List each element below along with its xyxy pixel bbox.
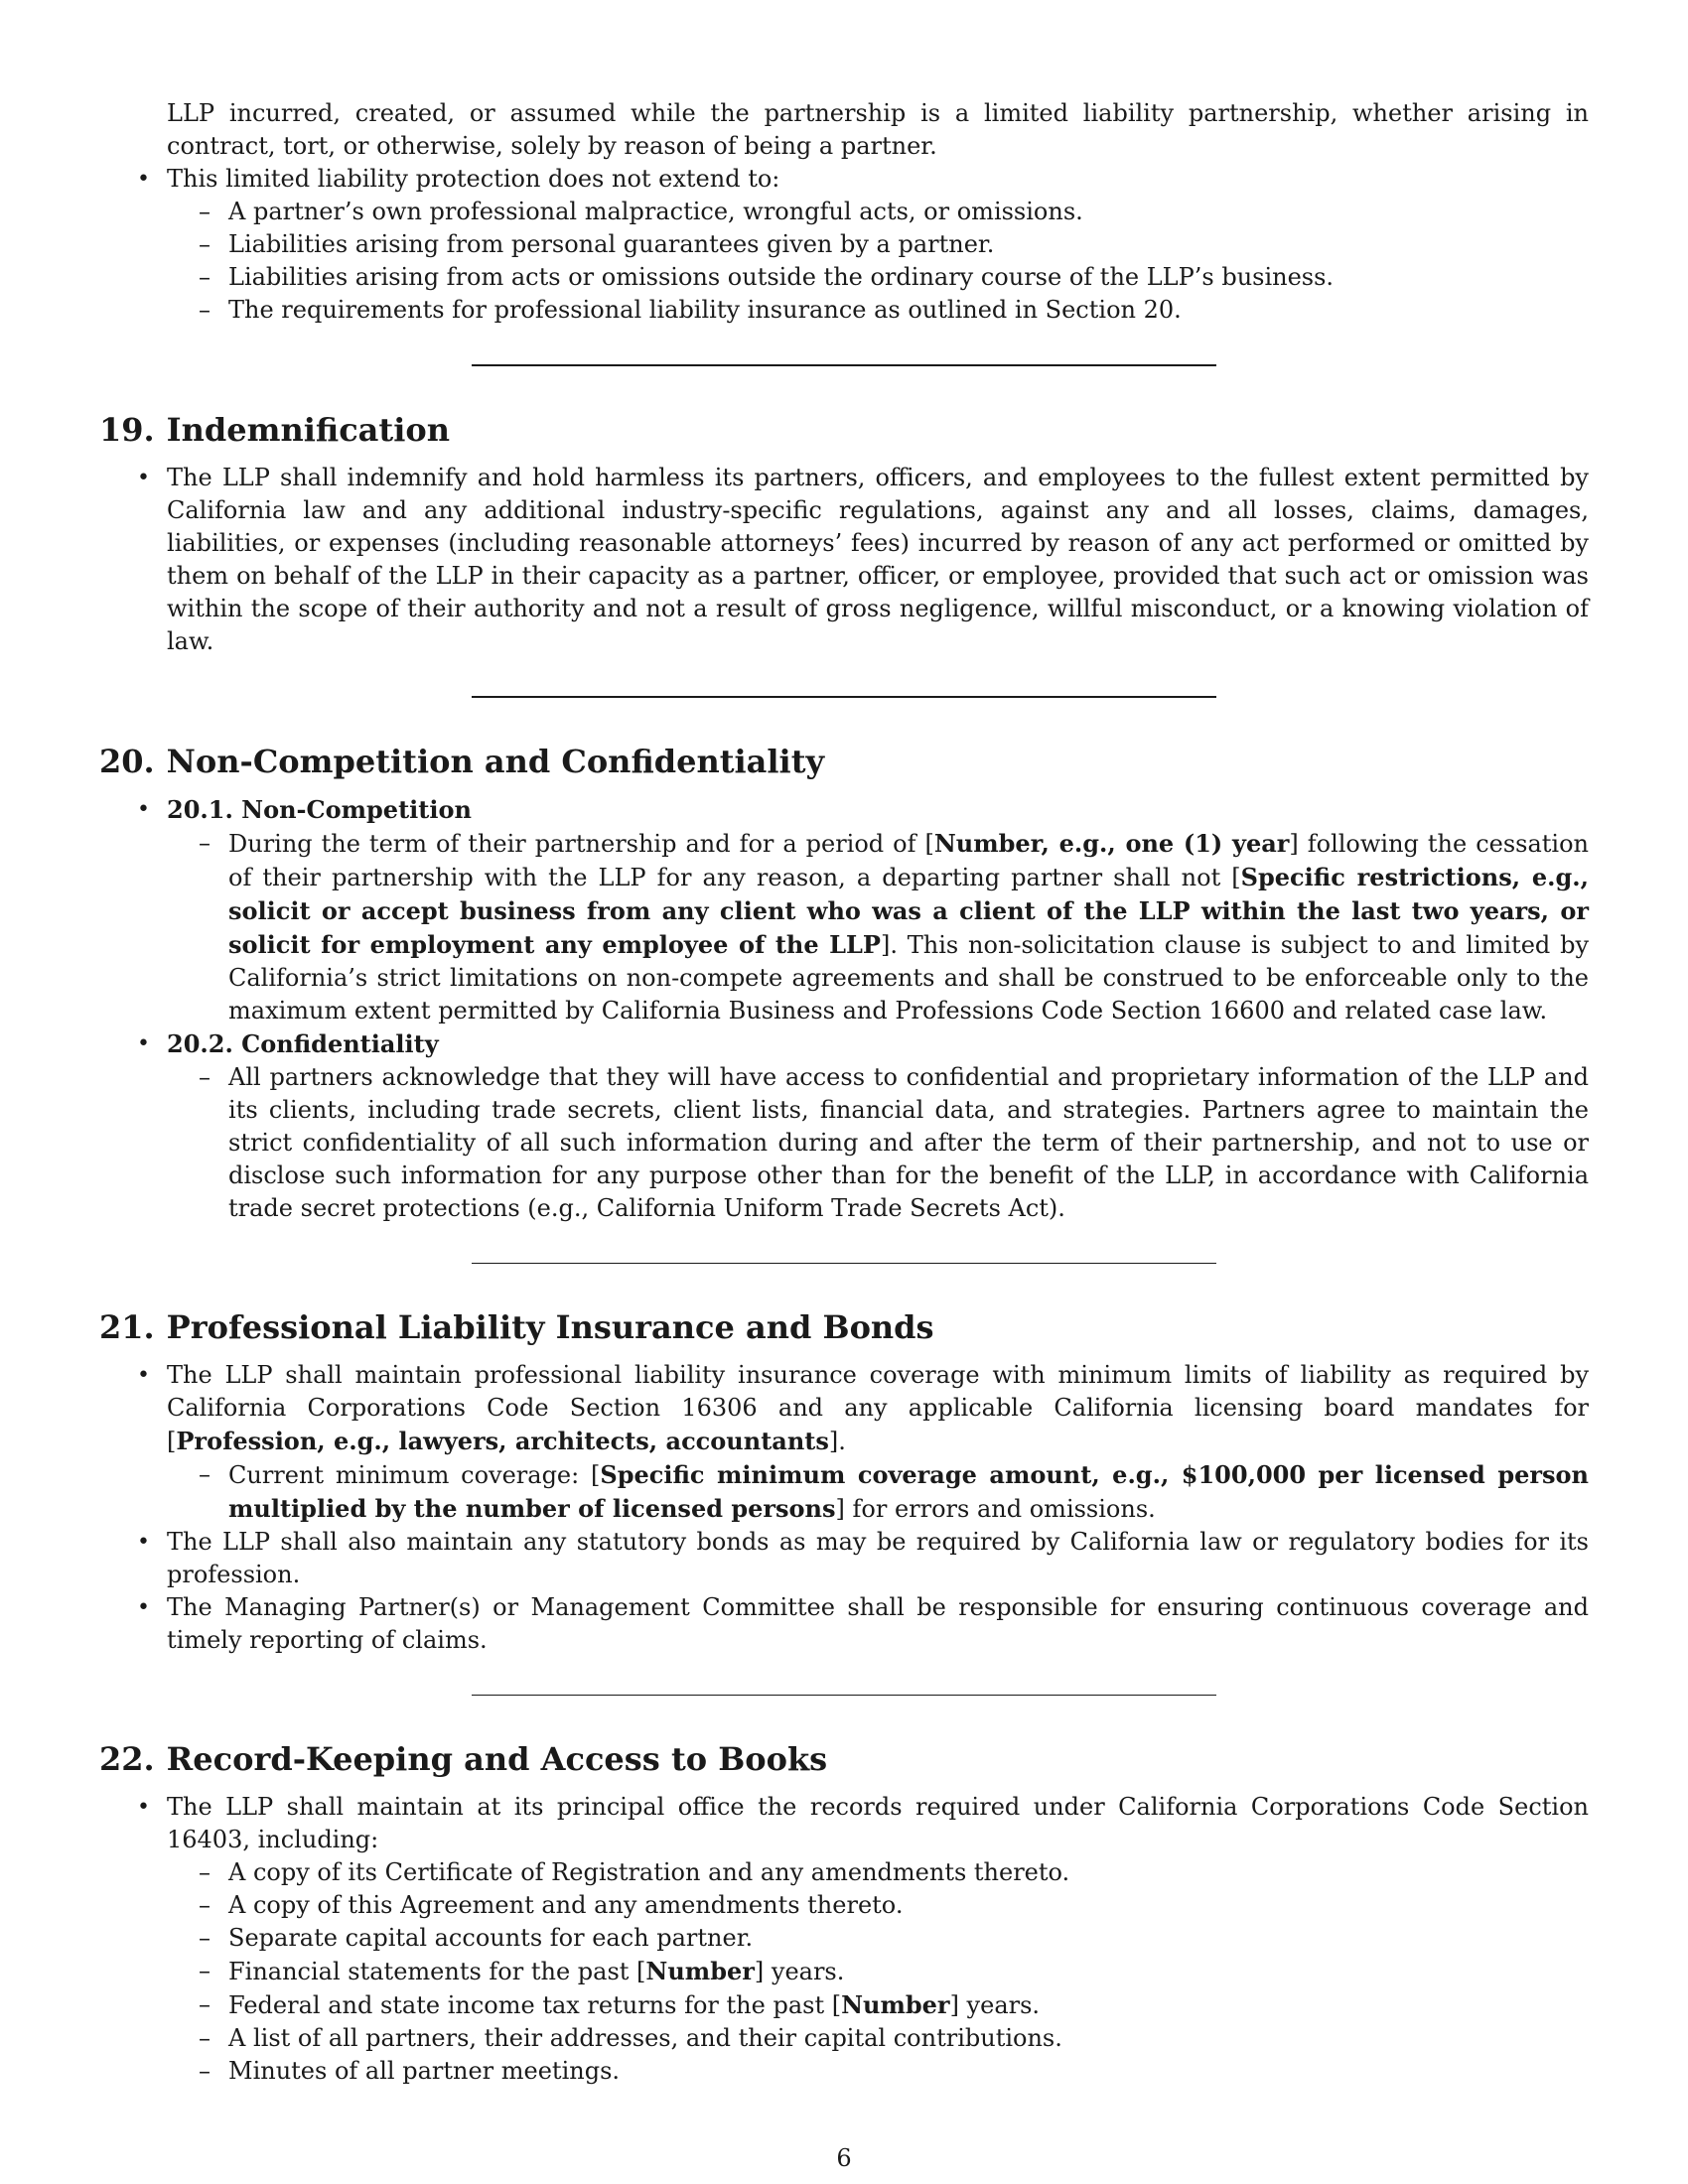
bullet-icon: • (137, 1363, 150, 1388)
section-19-heading (99, 410, 1589, 450)
sub-list-item (167, 2055, 1589, 2088)
dash-icon: – (199, 263, 211, 291)
section-number: 21. (99, 1308, 155, 1346)
placeholder-text: Profession, e.g., lawyers, architects, accountants (176, 1427, 829, 1455)
page-number: 6 (836, 2144, 852, 2172)
text-run: All partners acknowledge that they will have access to confidential and proprietary information of the LLP and its clients, including trade secrets, client lists, financial data, and strategies. Partners agree to maintain the strict confidentiality of all such information during and after the term of their partnership, and not to use or disclose such information for any purpose other than for the benefit of the LLP, in accordance with California trade secret protections (e.g., California Uniform Trade Secrets Act). (228, 1063, 1589, 1222)
bullet-text: The LLP shall maintain at its principal office the records required under California Corporations Code Section 16403, including: (167, 1793, 1589, 1853)
section-18-continuation: LLP incurred, created, or assumed while the partnership is a limited liability partnership, whether arising in contract, tort, or otherwise, solely by reason of being a partner. (167, 99, 1589, 160)
list-item (99, 1027, 1589, 1225)
text-run: Federal and state income tax returns for the past [ (228, 1991, 842, 2019)
text-run: ]. This non-solicitation clause is subject to and limited by California’s strict limitations on non-compete agreements and shall be construed to be enforceable only to the maximum extent permitted by California Business and Professions Code Section 16600 and related case law. (228, 931, 1590, 1024)
list-item (99, 793, 1589, 1027)
dash-icon: – (199, 1460, 211, 1488)
dash-icon: – (199, 1957, 211, 1984)
section-number: 22. (99, 1740, 155, 1778)
dash-icon: – (199, 829, 211, 857)
placeholder-text: Number, e.g., one (1) year (933, 829, 1290, 858)
sub-list-item (167, 261, 1589, 294)
dash-icon: – (199, 296, 211, 324)
sub-list-item (167, 294, 1589, 327)
dash-icon: – (199, 1891, 211, 1919)
bullet-icon: • (137, 167, 150, 192)
text-run: ]. (828, 1428, 846, 1455)
section-22-heading (99, 1739, 1589, 1779)
section-20-heading (99, 742, 1589, 781)
placeholder-text: Number (841, 1990, 950, 2019)
sub-list-item (167, 1889, 1589, 1922)
sub-list (167, 1458, 1589, 1526)
sub-list-item (167, 1922, 1589, 1955)
section-20-bullets (99, 793, 1589, 1225)
sub-list (167, 196, 1589, 327)
sub-list (167, 1856, 1589, 2088)
list-item (99, 1791, 1589, 2088)
dash-icon: – (199, 1990, 211, 2018)
section-title: Non-Competition and Confidentiality (166, 743, 825, 780)
bullet-text: The LLP shall indemnify and hold harmless its partners, officers, and employees to the fullest extent permitted by California law and any additional industry-specific regulations, against any and all losses, claims, damages, liabilities, or expenses (including reasonable attorneys’ fees) incurred by reason of any act performed or omitted by them on behalf of the LLP in their capacity as a partner, officer, or employee, provided that such act or omission was within the scope of their authority and not a result of gross negligence, willful misconduct, or a knowing violation of law. (167, 464, 1589, 655)
bullet-icon: • (137, 1795, 150, 1820)
section-21-bullets (99, 1359, 1589, 1657)
section-19-bullets (99, 462, 1589, 658)
text-run: Current minimum coverage: [ (228, 1461, 601, 1489)
section-22-bullets (99, 1791, 1589, 2088)
text-run: ] years. (754, 1958, 845, 1985)
sub-list-item (167, 228, 1589, 261)
section-number: 20. (99, 743, 155, 780)
bullet-icon: • (137, 1031, 150, 1056)
sub-item-text: Separate capital accounts for each partner. (228, 1924, 754, 1952)
sub-list-item (167, 1856, 1589, 1889)
text-run: ] following the cessation of their partnership with the LLP for any reason, a departing partner shall not [ (228, 830, 1589, 891)
section-divider (472, 1695, 1216, 1696)
section-18-bullets (99, 163, 1589, 327)
sub-list-item (167, 1988, 1589, 2022)
sub-list (167, 827, 1589, 1027)
section-title: Indemnification (166, 411, 450, 449)
section-number: 19. (99, 411, 155, 449)
sub-item-text: Liabilities arising from personal guarantees given by a partner. (228, 230, 995, 258)
list-item (99, 1359, 1589, 1526)
section-title: Professional Liability Insurance and Bonds (166, 1308, 934, 1346)
text-run: ] for errors and omissions. (835, 1495, 1156, 1523)
dash-icon: – (199, 1063, 211, 1091)
sub-list-item (167, 1061, 1589, 1225)
list-item (99, 1591, 1589, 1657)
sub-item-text: Liabilities arising from acts or omissions outside the ordinary course of the LLP’s business. (228, 263, 1335, 291)
sub-list-item (167, 1458, 1589, 1526)
section-divider (472, 364, 1216, 366)
list-item (99, 163, 1589, 327)
list-item (99, 1526, 1589, 1591)
placeholder-text: Number (645, 1957, 755, 1985)
sub-item-text: The requirements for professional liability insurance as outlined in Section 20. (228, 296, 1182, 324)
placeholder-text: Specific restrictions, e.g., solicit or accept business from any client who was a client of the LLP within the last two years, or solicit for employment any employee of the LLP (228, 863, 1589, 959)
dash-icon: – (199, 2057, 211, 2085)
section-divider (472, 696, 1216, 698)
dash-icon: – (199, 1858, 211, 1886)
text-run: Financial statements for the past [ (228, 1958, 646, 1985)
bullet-icon: • (137, 1530, 150, 1555)
sub-item-text: A copy of this Agreement and any amendments thereto. (228, 1891, 904, 1919)
text-run: ] years. (949, 1991, 1041, 2019)
subsection-label: 20.1. Non-Competition (167, 795, 472, 824)
dash-icon: – (199, 2024, 211, 2052)
sub-item-text: A list of all partners, their addresses, and their capital contributions. (228, 2024, 1062, 2052)
sub-list-item (167, 827, 1589, 1027)
section-divider (472, 1263, 1216, 1264)
text-run: The LLP shall maintain professional liability insurance coverage with minimum limits of liability as required by California Corporations Code Section 16306 and any applicable California licensing board mandates for [ (167, 1361, 1589, 1455)
dash-icon: – (199, 1924, 211, 1952)
sub-item-text: Minutes of all partner meetings. (228, 2057, 621, 2085)
sub-list-item (167, 196, 1589, 228)
dash-icon: – (199, 230, 211, 258)
sub-list-item (167, 1955, 1589, 1988)
section-title: Record-Keeping and Access to Books (166, 1740, 828, 1778)
sub-list (167, 1061, 1589, 1225)
placeholder-text: Specific minimum coverage amount, e.g., $100,000 per licensed person multiplied by the number of licensed persons (228, 1460, 1589, 1523)
sub-item-text: A copy of its Certificate of Registration and any amendments thereto. (228, 1858, 1070, 1886)
bullet-text: This limited liability protection does not extend to: (167, 165, 780, 193)
bullet-icon: • (137, 1595, 150, 1620)
sub-list-item (167, 2022, 1589, 2055)
list-item (99, 462, 1589, 658)
bullet-text: The LLP shall also maintain any statutory bonds as may be required by California law or regulatory bodies for its profession. (167, 1528, 1589, 1588)
bullet-text: The Managing Partner(s) or Management Committee shall be responsible for ensuring continuous coverage and timely reporting of claims. (167, 1593, 1589, 1654)
bullet-icon: • (137, 466, 150, 490)
bullet-icon: • (137, 797, 150, 822)
section-21-heading (99, 1307, 1589, 1347)
document-page (99, 97, 1589, 2088)
text-run: During the term of their partnership and for a period of [ (228, 830, 934, 858)
dash-icon: – (199, 198, 211, 225)
subsection-label: 20.2. Confidentiality (167, 1029, 439, 1058)
sub-item-text: A partner’s own professional malpractice, wrongful acts, or omissions. (228, 198, 1083, 225)
